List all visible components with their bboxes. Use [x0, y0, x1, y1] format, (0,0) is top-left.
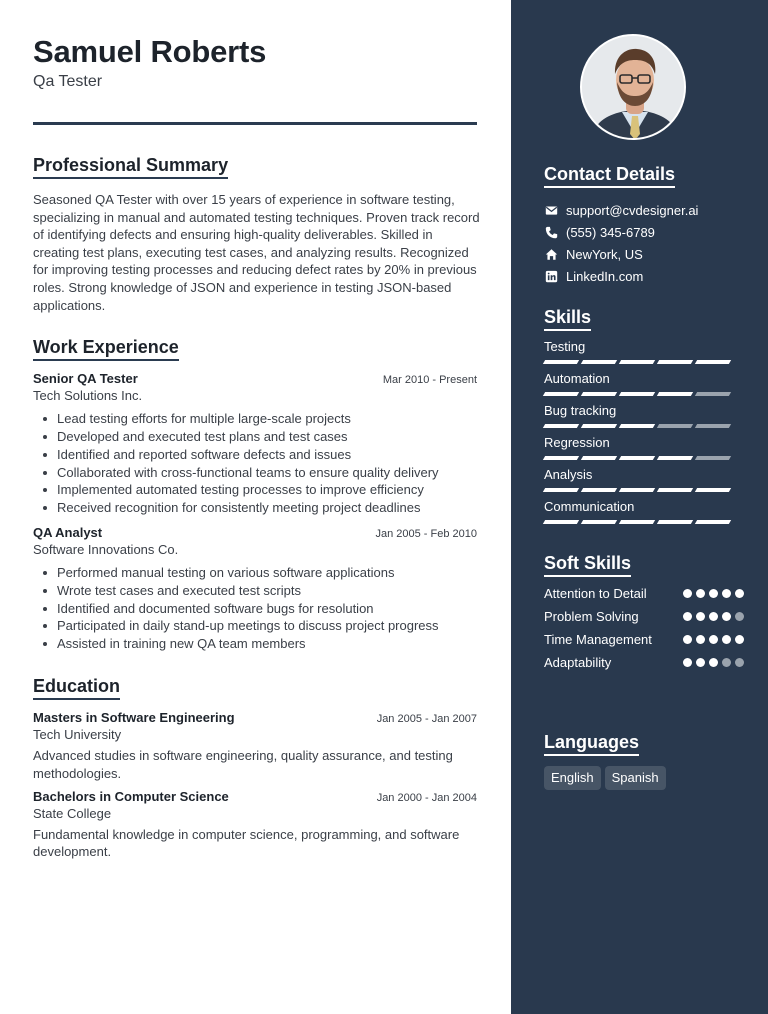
skill-segment-filled: [657, 456, 693, 460]
portrait-photo: [582, 36, 686, 140]
skill-name: Automation: [544, 371, 610, 386]
rating-dot-filled: [735, 589, 744, 598]
rating-dot-filled: [709, 612, 718, 621]
sidebar: [511, 0, 768, 1014]
job-entry: [33, 525, 477, 653]
phone-icon: [544, 225, 558, 239]
degree-description: Fundamental knowledge in computer science, programming, and software development.: [33, 826, 460, 860]
skill-segment-filled: [657, 488, 693, 492]
job-bullet: Developed and executed test plans and test cases: [33, 428, 477, 446]
soft-skill-name: Time Management: [544, 632, 652, 647]
job-bullet: Assisted in training new QA team members: [33, 635, 477, 653]
contact-email[interactable]: [544, 199, 744, 221]
degree-title: Bachelors in Computer Science: [33, 788, 229, 804]
envelope-icon: [544, 203, 558, 217]
skill-segment-filled: [581, 424, 617, 428]
skill-item: [544, 403, 744, 435]
header-divider: [33, 122, 477, 125]
skill-level-bar: [544, 456, 744, 460]
location-text: NewYork, US: [566, 246, 643, 262]
skill-level-bar: [544, 392, 744, 396]
skills-heading: Skills: [544, 306, 591, 331]
skill-segment-filled: [581, 520, 617, 524]
skill-segment-empty: [695, 424, 731, 428]
soft-skill-name: Adaptability: [544, 655, 612, 670]
skill-name: Analysis: [544, 467, 593, 482]
job-bullets: [33, 564, 477, 653]
rating-dot-filled: [722, 589, 731, 598]
skill-item: [544, 499, 744, 531]
rating-dot-filled: [722, 612, 731, 621]
job-title: Senior QA Tester: [33, 371, 138, 387]
degree-date: Jan 2000 - Jan 2004: [376, 791, 477, 804]
phone-text: (555) 345-6789: [566, 224, 655, 240]
skill-segment-filled: [581, 392, 617, 396]
degree-date: Jan 2005 - Jan 2007: [376, 712, 477, 725]
rating-dot-empty: [735, 658, 744, 667]
skill-segment-filled: [657, 360, 693, 364]
home-icon: [544, 247, 558, 261]
skill-item: [544, 371, 744, 403]
degree-title: Masters in Software Engineering: [33, 709, 235, 725]
skill-segment-filled: [543, 520, 579, 524]
skill-item: [544, 467, 744, 499]
skill-segment-filled: [695, 488, 731, 492]
soft-skill-item: [544, 654, 744, 671]
rating-dot-filled: [722, 635, 731, 644]
job-bullet: Identified and documented software bugs for resolution: [33, 600, 477, 618]
contact-location: [544, 243, 744, 265]
job-bullet: Implemented automated testing processes to improve efficiency: [33, 481, 477, 499]
skill-level-bar: [544, 360, 744, 364]
language-tag: Spanish: [605, 766, 666, 790]
skill-level-bar: [544, 424, 744, 428]
skill-segment-filled: [619, 392, 655, 396]
skill-level-bar: [544, 520, 744, 524]
skill-segment-empty: [695, 392, 731, 396]
summary-heading: Professional Summary: [33, 154, 228, 179]
education-section: [33, 675, 477, 861]
rating-dot-filled: [735, 635, 744, 644]
soft-skill-item: [544, 585, 744, 602]
rating-dot-filled: [696, 658, 705, 667]
skill-item: [544, 435, 744, 467]
soft-skill-name: Attention to Detail: [544, 586, 647, 601]
linkedin-icon: [544, 269, 558, 283]
rating-dot-filled: [709, 635, 718, 644]
rating-dot-filled: [683, 612, 692, 621]
skill-segment-filled: [619, 424, 655, 428]
job-company: Tech Solutions Inc.: [33, 388, 143, 404]
languages-heading: Languages: [544, 731, 639, 756]
degree-description: Advanced studies in software engineering, quality assurance, and testing methodologies.: [33, 747, 453, 781]
education-heading: Education: [33, 675, 120, 700]
work-heading: Work Experience: [33, 336, 179, 361]
contact-section: [544, 163, 744, 287]
rating-dot-filled: [696, 635, 705, 644]
skill-segment-filled: [543, 360, 579, 364]
work-section: [33, 336, 477, 653]
rating-dot-filled: [683, 658, 692, 667]
soft-skill-name: Problem Solving: [544, 609, 639, 624]
skill-segment-filled: [543, 424, 579, 428]
skill-segment-empty: [695, 456, 731, 460]
skill-segment-filled: [619, 520, 655, 524]
school-name: Tech University: [33, 726, 122, 742]
skill-item: [544, 339, 744, 371]
rating-dot-filled: [683, 589, 692, 598]
skill-name: Testing: [544, 339, 586, 354]
skill-level-bar: [544, 488, 744, 492]
soft-skill-item: [544, 631, 744, 648]
contact-phone[interactable]: [544, 221, 744, 243]
skill-segment-filled: [619, 488, 655, 492]
avatar: [580, 34, 686, 140]
skill-segment-filled: [543, 392, 579, 396]
contact-heading: Contact Details: [544, 163, 675, 188]
soft-skill-item: [544, 608, 744, 625]
education-entry: [33, 710, 477, 783]
skills-section: [544, 306, 744, 531]
contact-linkedin[interactable]: [544, 265, 744, 287]
job-bullet: Identified and reported software defects and issues: [33, 446, 477, 464]
job-company: Software Innovations Co.: [33, 541, 179, 557]
education-entry: [33, 789, 477, 862]
rating-dot-empty: [722, 658, 731, 667]
soft-skills-heading: Soft Skills: [544, 552, 631, 577]
skill-segment-filled: [581, 360, 617, 364]
skill-segment-filled: [581, 488, 617, 492]
rating-dot-filled: [709, 589, 718, 598]
candidate-role: Qa Tester: [33, 73, 103, 90]
job-bullets: [33, 410, 477, 517]
job-bullet: Performed manual testing on various software applications: [33, 564, 477, 582]
skill-segment-filled: [657, 392, 693, 396]
skill-segment-filled: [619, 360, 655, 364]
rating-dot-filled: [696, 612, 705, 621]
soft-skill-rating: [683, 612, 744, 621]
skill-segment-filled: [695, 360, 731, 364]
skill-segment-empty: [657, 424, 693, 428]
summary-section: [33, 154, 480, 314]
skill-segment-filled: [543, 456, 579, 460]
candidate-name: Samuel Roberts: [33, 34, 267, 69]
job-bullet: Received recognition for consistently meeting project deadlines: [33, 499, 477, 517]
language-tag: English: [544, 766, 601, 790]
rating-dot-empty: [735, 612, 744, 621]
job-bullet: Lead testing efforts for multiple large-scale projects: [33, 410, 477, 428]
skill-segment-filled: [695, 520, 731, 524]
soft-skill-rating: [683, 589, 744, 598]
skill-segment-filled: [619, 456, 655, 460]
skill-segment-filled: [581, 456, 617, 460]
job-title: QA Analyst: [33, 524, 103, 540]
skill-segment-filled: [543, 488, 579, 492]
rating-dot-filled: [709, 658, 718, 667]
soft-skill-rating: [683, 635, 744, 644]
soft-skill-rating: [683, 658, 744, 667]
summary-text: Seasoned QA Tester with over 15 years of experience in software testing, specializing in manual and automated testing techniques. Proven track record of identifying defects and ensuring high-quality deliverables. Skilled in creating test plans, executing test cases, and analyzing results. Recognized for improving testing processes and reducing defect rates by 20% in previous roles. Strong knowledge of JSON and experience in testing JSON-based applications.: [33, 192, 480, 313]
soft-skills-section: [544, 552, 744, 677]
skill-name: Bug tracking: [544, 403, 617, 418]
skill-segment-filled: [657, 520, 693, 524]
school-name: State College: [33, 805, 112, 821]
linkedin-text: LinkedIn.com: [566, 268, 644, 284]
job-bullet: Wrote test cases and executed test scripts: [33, 582, 477, 600]
rating-dot-filled: [696, 589, 705, 598]
skill-name: Regression: [544, 435, 610, 450]
skill-name: Communication: [544, 499, 635, 514]
job-date: Mar 2010 - Present: [382, 374, 477, 387]
email-text: support@cvdesigner.ai: [566, 202, 699, 218]
job-bullet: Collaborated with cross-functional teams to ensure quality delivery: [33, 464, 477, 482]
rating-dot-filled: [683, 635, 692, 644]
job-date: Jan 2005 - Feb 2010: [375, 527, 477, 540]
languages-section: [544, 731, 744, 790]
job-entry: [33, 371, 477, 517]
job-bullet: Participated in daily stand-up meetings to discuss project progress: [33, 617, 477, 635]
